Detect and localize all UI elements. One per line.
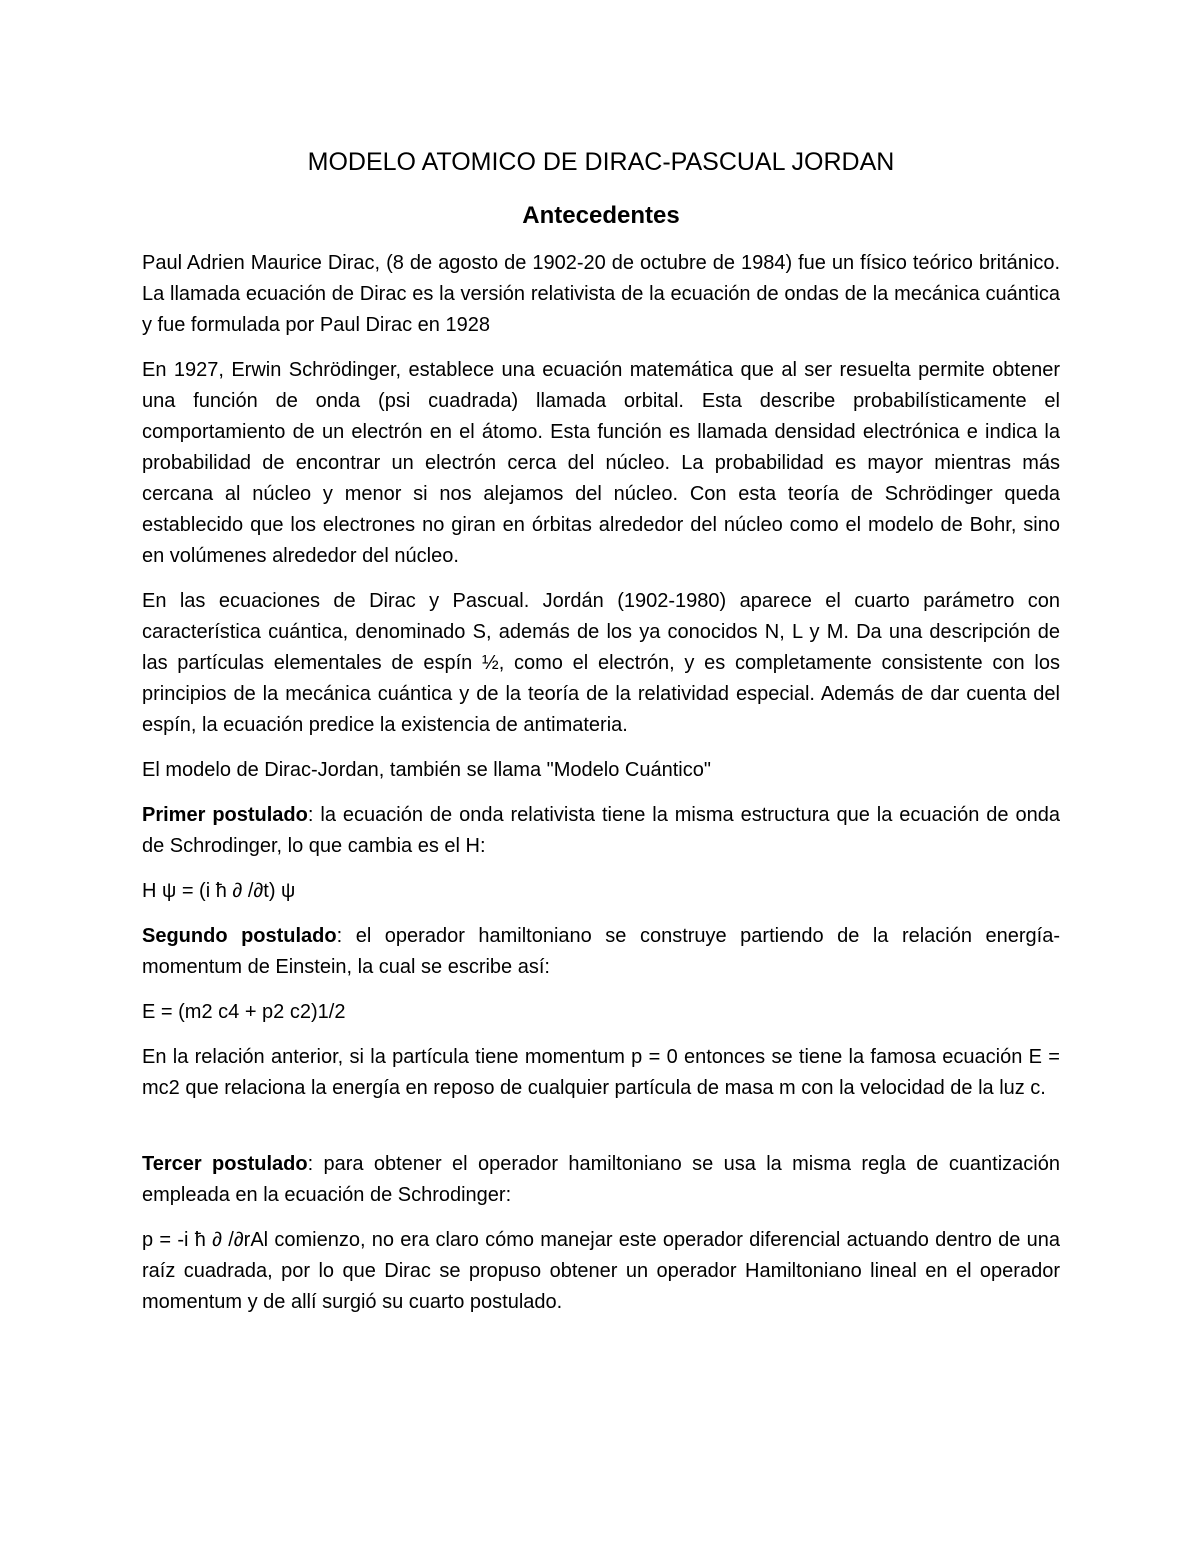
paragraph-primer-postulado (142, 800, 1060, 862)
paragraph-segundo-postulado (142, 921, 1060, 983)
paragraph-dirac-jordan: En las ecuaciones de Dirac y Pascual. Jordán (1902-1980) aparece el cuarto parámetro con característica cuántica, denominado S, además de los ya conocidos N, L y M. Da una descripción de las partículas elementales de espín ½, como el electrón, y es completamente consistente con los principios de la mecánica cuántica y de la teoría de la relatividad especial. Además de dar cuenta del espín, la ecuación predice la existencia de antimateria. (142, 590, 1060, 736)
tercer-postulado-text: : para obtener el operador hamiltoniano se usa la misma regla de cuantización empleada en la ecuación de Schrodinger: (142, 1153, 1060, 1206)
segundo-postulado-text: : el operador hamiltoniano se construye partiendo de la relación energía-momentum de Einstein, la cual se escribe así: (142, 925, 1061, 978)
equation-1: H ψ = (i ħ ∂ /∂t) ψ (142, 880, 296, 902)
document-title: MODELO ATOMICO DE DIRAC-PASCUAL JORDAN (307, 148, 895, 176)
blank-line (142, 1118, 1060, 1149)
paragraph-cuarto-postulado-intro: p = -i ħ ∂ /∂rAl comienzo, no era claro cómo manejar este operador diferencial actuando dentro de una raíz cuadrada, por lo que Dirac se propuso obtener un operador Hamiltoniano lineal en el operador momentum y de allí surgió su cuarto postulado. (142, 1229, 1060, 1313)
paragraph-dirac-bio: Paul Adrien Maurice Dirac, (8 de agosto de 1902-20 de octubre de 1984) fue un físico teórico británico. La llamada ecuación de Dirac es la versión relativista de la ecuación de ondas de la mecánica cuántica y fue formulada por Paul Dirac en 1928 (142, 252, 1060, 336)
primer-postulado-label: Primer postulado (142, 804, 308, 826)
document-page (142, 140, 1060, 1332)
paragraph-relacion-anterior: En la relación anterior, si la partícula tiene momentum p = 0 entonces se tiene la famosa ecuación E = mc2 que relaciona la energía en reposo de cualquier partícula de masa m con la velocidad de la luz c. (142, 1046, 1060, 1099)
segundo-postulado-label: Segundo postulado (142, 925, 337, 947)
equation-2: E = (m2 c4 + p2 c2)1/2 (142, 1001, 346, 1023)
paragraph-schrodinger: En 1927, Erwin Schrödinger, establece una ecuación matemática que al ser resuelta permite obtener una función de onda (psi cuadrada) llamada orbital. Esta describe probabilísticamente el comportamiento de un electrón en el átomo. Esta función es llamada densidad electrónica e indica la probabilidad de encontrar un electrón cerca del núcleo. La probabilidad es mayor mientras más cercana al núcleo y menor si nos alejamos del núcleo. Con esta teoría de Schrödinger queda establecido que los electrones no giran en órbitas alrededor del núcleo como el modelo de Bohr, sino en volúmenes alrededor del núcleo. (142, 359, 1060, 567)
primer-postulado-text: : la ecuación de onda relativista tiene la misma estructura que la ecuación de onda de Schrodinger, lo que cambia es el H: (142, 804, 1060, 857)
paragraph-modelo-cuantico: El modelo de Dirac-Jordan, también se llama "Modelo Cuántico" (142, 759, 711, 781)
tercer-postulado-label: Tercer postulado (142, 1153, 308, 1175)
paragraph-tercer-postulado (142, 1149, 1060, 1211)
section-heading-antecedentes: Antecedentes (522, 202, 680, 229)
